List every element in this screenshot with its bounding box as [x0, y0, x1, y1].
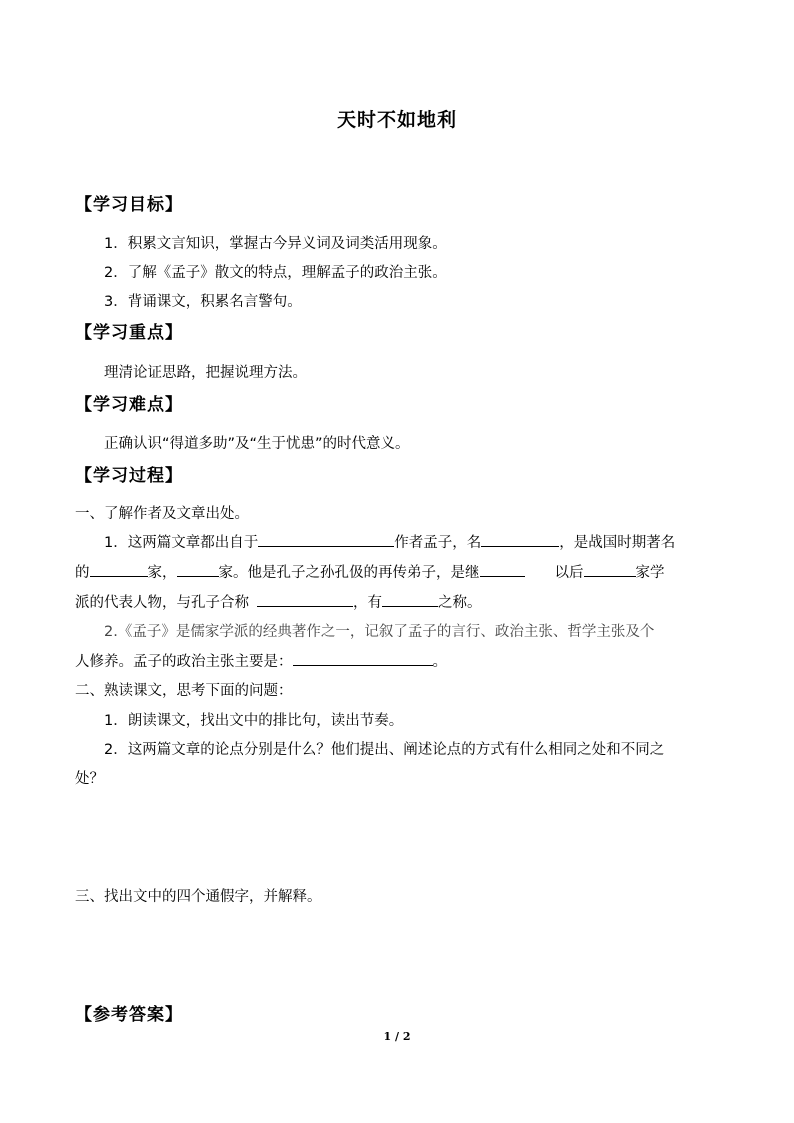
part1-q1-line3 — [75, 591, 482, 612]
part1-heading: 一、了解作者及文章出处。 — [75, 506, 249, 522]
goal-item-2: 2．了解《孟子》散文的特点，理解孟子的政治主张。 — [104, 265, 447, 281]
page-number: 1 / 2 — [383, 1030, 411, 1043]
page-title: 天时不如地利 — [336, 109, 457, 131]
part2-q1: 1．朗读课文，找出文中的排比句，读出节奏。 — [104, 713, 404, 729]
part1-q2-line1: 2.《孟子》是儒家学派的经典著作之一，记叙了孟子的言行、政治主张、哲学主张及个 — [104, 624, 655, 640]
text: 家学 — [635, 565, 665, 581]
goal-item-1: 1．积累文言知识，掌握古今异义词及词类活用现象。 — [104, 236, 447, 252]
blank-school-1 — [90, 561, 148, 577]
part2-heading: 二、熟读课文，思考下面的问题： — [75, 683, 293, 699]
text: 人修养。孟子的政治主张主要是： — [75, 654, 293, 670]
blank-political-view — [293, 650, 433, 666]
text: ，是战国时期著名 — [559, 535, 676, 551]
section-heading-focus: 【学习重点】 — [75, 323, 183, 343]
section-heading-difficulty: 【学习难点】 — [75, 395, 183, 415]
text: 的 — [75, 565, 90, 581]
text: 之称。 — [438, 595, 482, 611]
section-heading-answers: 【参考答案】 — [75, 1005, 183, 1025]
text: 家， — [147, 565, 177, 581]
focus-text: 理清论证思路，把握说理方法。 — [104, 365, 307, 381]
section-heading-process: 【学习过程】 — [75, 466, 183, 486]
blank-predecessor — [480, 561, 525, 577]
blank-school-3 — [584, 561, 636, 577]
part2-q2-line1: 2．这两篇文章的论点分别是什么？他们提出、阐述论点的方式有什么相同之处和不同之 — [104, 742, 665, 758]
text: 以后 — [554, 565, 584, 581]
text: 1．这两篇文章都出自于 — [104, 535, 259, 551]
blank-source-book — [258, 531, 394, 547]
text: ，有 — [353, 595, 382, 611]
part3-heading: 三、找出文中的四个通假字，并解释。 — [75, 889, 322, 905]
blank-joint-title — [257, 591, 353, 607]
part1-q1-line2 — [75, 561, 665, 582]
blank-given-name — [481, 531, 559, 547]
blank-honorific — [382, 591, 438, 607]
text: 。 — [432, 654, 447, 670]
goal-item-3: 3．背诵课文，积累名言警句。 — [104, 294, 302, 310]
text: 家。他是孔子之孙孔伋的再传弟子，是继 — [218, 565, 480, 581]
text: 作者孟子，名 — [394, 535, 482, 551]
part1-q2-line2 — [75, 650, 447, 671]
blank-school-2 — [177, 561, 219, 577]
part1-q1-line1 — [104, 531, 675, 552]
section-heading-goals: 【学习目标】 — [75, 195, 183, 215]
difficulty-text: 正确认识“得道多助”及“生于忧患”的时代意义。 — [104, 436, 410, 452]
text: 派的代表人物，与孔子合称 — [75, 595, 249, 611]
part2-q2-line2: 处？ — [75, 771, 104, 787]
